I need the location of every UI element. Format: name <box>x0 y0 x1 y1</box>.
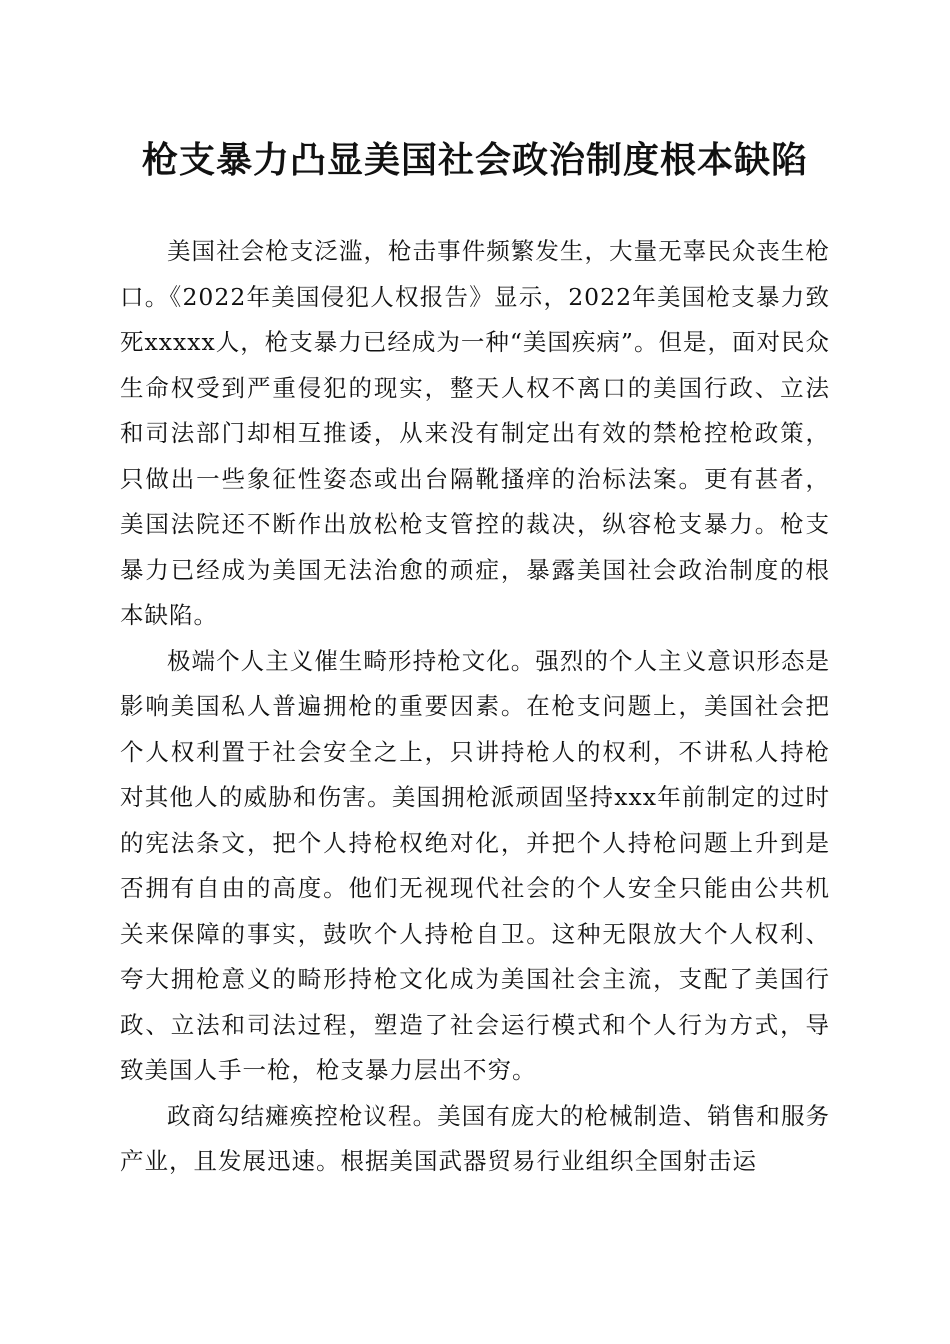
paragraph-collusion: 政商勾结瘫痪控枪议程。美国有庞大的枪械制造、销售和服务产业，且发展迅速。根据美国武器贸易行业组织全国射击运 <box>120 1101 830 1175</box>
document-body <box>120 229 830 1185</box>
paragraph-individualism: 极端个人主义催生畸形持枪文化。强烈的个人主义意识形态是影响美国私人普遍拥枪的重要因素。在枪支问题上，美国社会把个人权利置于社会安全之上，只讲持枪人的权利，不讲私人持枪对其他人的威胁和伤害。美国拥枪派顽固坚持xxx年前制定的过时的宪法条文，把个人持枪权绝对化，并把个人持枪问题上升到是否拥有自由的高度。他们无视现代社会的个人安全只能由公共机关来保障的事实，鼓吹个人持枪自卫。这种无限放大个人权利、夸大拥枪意义的畸形持枪文化成为美国社会主流，支配了美国行政、立法和司法过程，塑造了社会运行模式和个人行为方式，导致美国人手一枪，枪支暴力层出不穷。 <box>120 646 830 1084</box>
paragraph-intro: 美国社会枪支泛滥，枪击事件频繁发生，大量无辜民众丧生枪口。《2022年美国侵犯人权报告》显示，2022年美国枪支暴力致死xxxxx人，枪支暴力已经成为一种“美国疾病”。但是，面对民众生命权受到严重侵犯的现实，整天人权不离口的美国行政、立法和司法部门却相互推诿，从来没有制定出有效的禁枪控枪政策，只做出一些象征性姿态或出台隔靴搔痒的治标法案。更有甚者，美国法院还不断作出放松枪支管控的裁决，纵容枪支暴力。枪支暴力已经成为美国无法治愈的顽症，暴露美国社会政治制度的根本缺陷。 <box>120 237 830 629</box>
document-title: 枪支暴力凸显美国社会政治制度根本缺陷 <box>141 139 808 181</box>
